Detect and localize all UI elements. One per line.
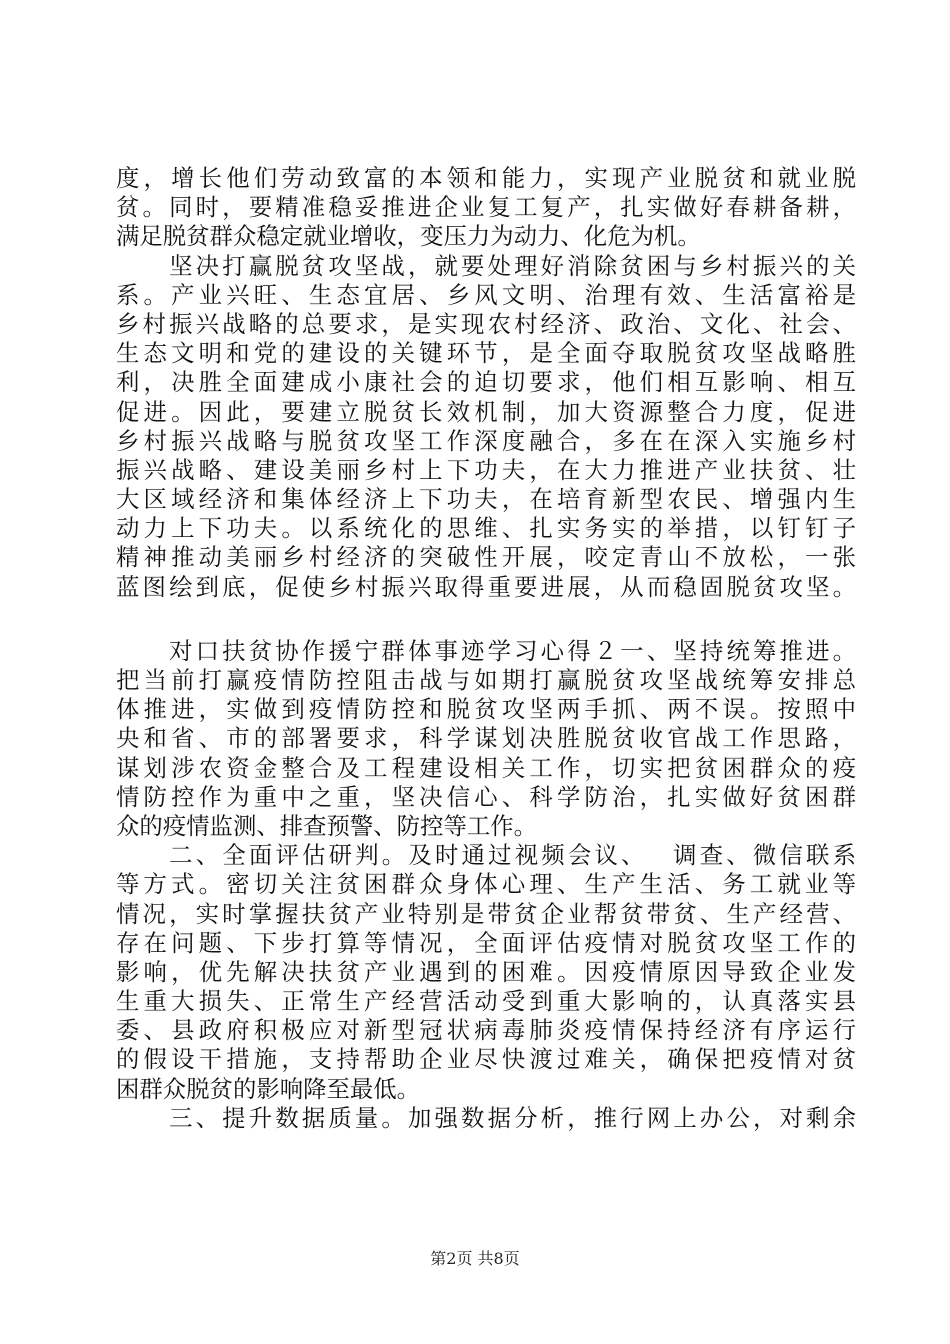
text-line: 振兴战略、建设美丽乡村上下功夫，在大力推进产业扶贫、壮: [116, 455, 856, 484]
text-line: 等方式。密切关注贫困群众身体心理、生产生活、务工就业等: [116, 870, 856, 899]
text-line: 满足脱贫群众稳定就业增收，变压力为动力、化危为机。: [116, 222, 701, 251]
text-line: 动力上下功夫。以系统化的思维、扎实务实的举措，以钉钉子: [116, 514, 856, 543]
text-line: 系。产业兴旺、生态宜居、乡风文明、治理有效、生活富裕是: [116, 280, 856, 309]
text-line: 情况，实时掌握扶贫产业特别是带贫企业帮贫带贫、生产经营、: [116, 899, 856, 928]
text-line: 对口扶贫协作援宁群体事迹学习心得２一、坚持统筹推进。: [116, 636, 856, 665]
text-line: 生重大损失、正常生产经营活动受到重大影响的，认真落实县: [116, 987, 856, 1016]
text-line: 困群众脱贫的影响降至最低。: [116, 1074, 421, 1103]
text-line: 三、提升数据质量。加强数据分析，推行网上办公，对剩余: [116, 1103, 856, 1132]
text-line: 存在问题、下步打算等情况，全面评估疫情对脱贫攻坚工作的: [116, 928, 856, 957]
text-line: 把当前打赢疫情防控阻击战与如期打赢脱贫攻坚战统筹安排总: [116, 666, 856, 694]
text-line: 乡村振兴战略与脱贫攻坚工作深度融合，多在在深入实施乡村: [116, 426, 856, 455]
paragraph-1: [116, 164, 856, 252]
text-line: 影响，优先解决扶贫产业遇到的困难。因疫情原因导致企业发: [116, 957, 856, 986]
page-number-footer: 第2页 共8页: [430, 1249, 520, 1268]
text-line: 情防控作为重中之重，坚决信心、科学防治，扎实做好贫困群: [116, 782, 856, 811]
paragraph-5: [116, 1104, 856, 1133]
text-line: 生态文明和党的建设的关键环节，是全面夺取脱贫攻坚战略胜: [116, 339, 856, 368]
document-body: [116, 164, 856, 1133]
text-line: 委、县政府积极应对新型冠状病毒肺炎疫情保持经济有序运行: [116, 1016, 856, 1045]
text-line: 央和省、市的部署要求，科学谋划决胜脱贫收官战工作思路，: [116, 724, 856, 753]
text-line: 谋划涉农资金整合及工程建设相关工作，切实把贫困群众的疫: [116, 753, 856, 782]
text-line: 众的疫情监测、排查预警、防控等工作。: [116, 811, 538, 840]
text-line: 蓝图绘到底，促使乡村振兴取得重要进展，从而稳固脱贫攻坚。: [116, 572, 856, 601]
text-line: 精神推动美丽乡村经济的突破性开展，咬定青山不放松，一张: [116, 543, 856, 572]
text-line: 坚决打赢脱贫攻坚战，就要处理好消除贫困与乡村振兴的关: [116, 251, 856, 280]
text-line: 乡村振兴战略的总要求，是实现农村经济、政治、文化、社会、: [116, 309, 856, 338]
paragraph-2: [116, 252, 856, 602]
text-line: 度，增长他们劳动致富的本领和能力，实现产业脱贫和就业脱: [116, 164, 856, 192]
text-line: 贫。同时，要精准稳妥推进企业复工复产，扎实做好春耕备耕，: [116, 193, 856, 222]
paragraph-3: [116, 637, 856, 841]
paragraph-gap: [116, 602, 856, 637]
text-line: 体推进，实做到疫情防控和脱贫攻坚两手抓、两不误。按照中: [116, 695, 856, 724]
text-line: 大区域经济和集体经济上下功夫，在培育新型农民、增强内生: [116, 485, 856, 514]
text-line: 促进。因此，要建立脱贫长效机制，加大资源整合力度，促进: [116, 397, 856, 426]
paragraph-4: [116, 841, 856, 1104]
text-line: 利，决胜全面建成小康社会的迫切要求，他们相互影响、相互: [116, 368, 856, 397]
text-line: 的假设干措施，支持帮助企业尽快渡过难关，确保把疫情对贫: [116, 1045, 856, 1074]
text-line: 二、全面评估研判。及时通过视频会议、 调查、微信联系: [116, 841, 856, 870]
